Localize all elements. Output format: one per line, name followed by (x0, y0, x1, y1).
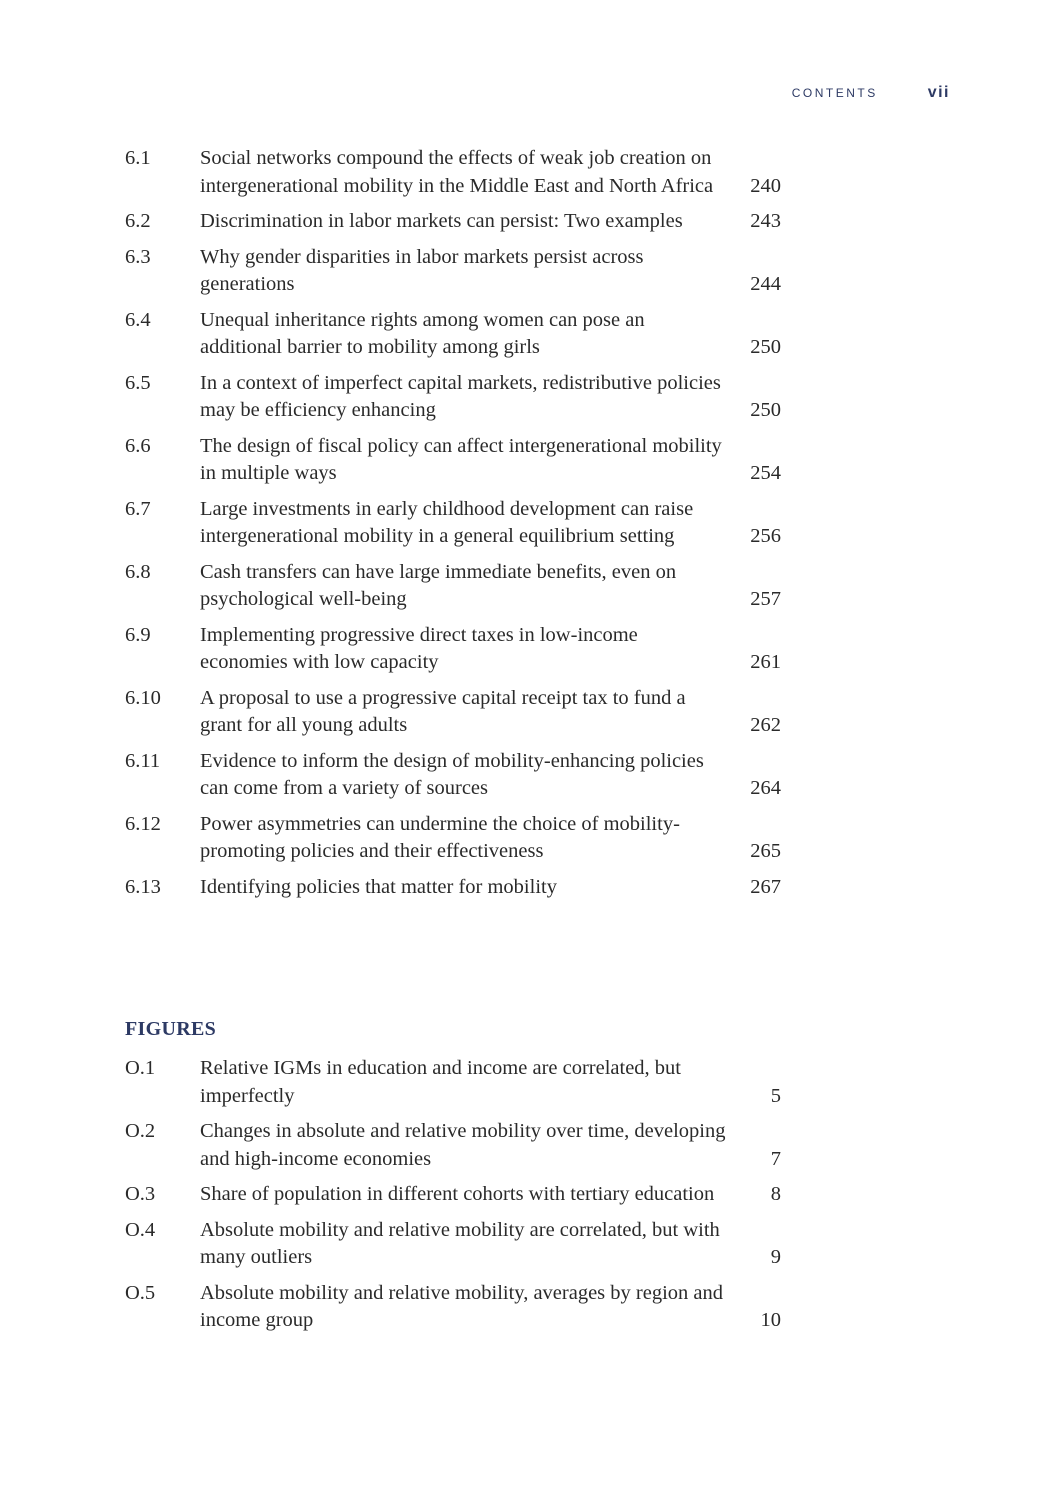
toc-entry (125, 307, 781, 362)
toc-entry (125, 748, 781, 803)
entry-page: 9 (770, 1246, 781, 1268)
toc-entry (125, 685, 781, 740)
entry-page: 265 (750, 840, 781, 862)
toc-entry (125, 1181, 781, 1209)
entry-number: O.1 (125, 1057, 156, 1079)
entry-page: 254 (750, 462, 781, 484)
entry-number: O.3 (125, 1183, 156, 1205)
entry-number: 6.11 (125, 749, 161, 772)
toc-entry (125, 622, 781, 677)
entry-number: 6.7 (125, 497, 151, 520)
entry-number: O.2 (125, 1120, 156, 1142)
entry-number: 6.3 (125, 245, 151, 268)
entry-title: Unequal inheritance rights among women can pose an additional barrier to mobility among girls (200, 308, 645, 358)
entry-page: 10 (760, 1309, 781, 1331)
entry-title: Evidence to inform the design of mobility-enhancing policies can come from a variety of sources (200, 749, 704, 799)
entry-page: 264 (750, 777, 781, 799)
figures-list (125, 1055, 781, 1343)
entry-title: Relative IGMs in education and income are correlated, but imperfectly (200, 1057, 681, 1107)
entry-number: 6.9 (125, 623, 151, 646)
entry-title: A proposal to use a progressive capital receipt tax to fund a grant for all young adults (200, 686, 686, 736)
entry-title: Why gender disparities in labor markets persist across generations (200, 245, 644, 295)
page-number: vii (927, 84, 950, 101)
entry-number: 6.2 (125, 210, 151, 232)
entry-title: Social networks compound the effects of weak job creation on intergenerational mobility in the Middle East and North Africa (200, 147, 714, 197)
entry-page: 256 (750, 525, 781, 547)
toc-entry (125, 370, 781, 425)
entry-title: Identifying policies that matter for mobility (200, 875, 557, 898)
entry-number: 6.6 (125, 434, 151, 457)
toc-entry (125, 1280, 781, 1335)
entry-number: 6.12 (125, 812, 161, 835)
toc-entry (125, 208, 781, 236)
entry-page: 250 (750, 399, 781, 421)
toc-entry (125, 433, 781, 488)
toc-entry (125, 496, 781, 551)
toc-entry (125, 244, 781, 299)
entry-number: 6.4 (125, 308, 151, 331)
entry-number: 6.5 (125, 371, 151, 394)
entry-title: Changes in absolute and relative mobility over time, developing and high-income economies (200, 1120, 726, 1170)
entry-number: 6.10 (125, 686, 161, 709)
toc-entry (125, 559, 781, 614)
entry-number: O.5 (125, 1281, 156, 1304)
entry-page: 243 (750, 210, 781, 232)
toc-entry (125, 145, 781, 200)
entry-title: Cash transfers can have large immediate benefits, even on psychological well-being (200, 560, 677, 610)
entry-page: 7 (770, 1147, 781, 1170)
entry-title: Absolute mobility and relative mobility, averages by region and income group (200, 1281, 724, 1331)
entry-title: The design of fiscal policy can affect intergenerational mobility in multiple ways (200, 434, 722, 484)
running-head-section: CONTENTS (791, 86, 878, 100)
toc-entry (125, 1055, 781, 1110)
entry-number: 6.1 (125, 147, 151, 169)
entry-number: O.4 (125, 1218, 156, 1241)
entry-page: 8 (770, 1183, 781, 1205)
entry-title: Share of population in different cohorts with tertiary education (200, 1183, 715, 1205)
entry-number: 6.13 (125, 875, 161, 898)
entry-page: 257 (750, 588, 781, 610)
entry-page: 250 (750, 336, 781, 358)
entry-title: Large investments in early childhood development can raise intergenerational mobility in a general equilibrium setting (200, 497, 694, 547)
entry-title: In a context of imperfect capital markets, redistributive policies may be efficiency enhancing (200, 371, 721, 421)
entry-title: Implementing progressive direct taxes in low-income economies with low capacity (200, 623, 638, 673)
entry-number: 6.8 (125, 560, 151, 583)
toc-entry (125, 874, 781, 902)
entry-page: 244 (750, 273, 781, 295)
toc-entry (125, 811, 781, 866)
toc-entry (125, 1118, 781, 1173)
entry-page: 262 (750, 714, 781, 736)
toc-entry (125, 1217, 781, 1272)
entry-title: Power asymmetries can undermine the choice of mobility-promoting policies and their effectiveness (200, 812, 680, 862)
entry-page: 267 (750, 875, 781, 898)
running-head (792, 84, 950, 102)
boxes-list (125, 145, 781, 909)
entry-title: Absolute mobility and relative mobility are correlated, but with many outliers (200, 1218, 720, 1268)
figures-heading: FIGURES (125, 1018, 217, 1040)
entry-page: 5 (770, 1084, 781, 1107)
entry-title: Discrimination in labor markets can persist: Two examples (200, 210, 683, 232)
entry-page: 261 (750, 651, 781, 673)
entry-page: 240 (750, 174, 781, 197)
